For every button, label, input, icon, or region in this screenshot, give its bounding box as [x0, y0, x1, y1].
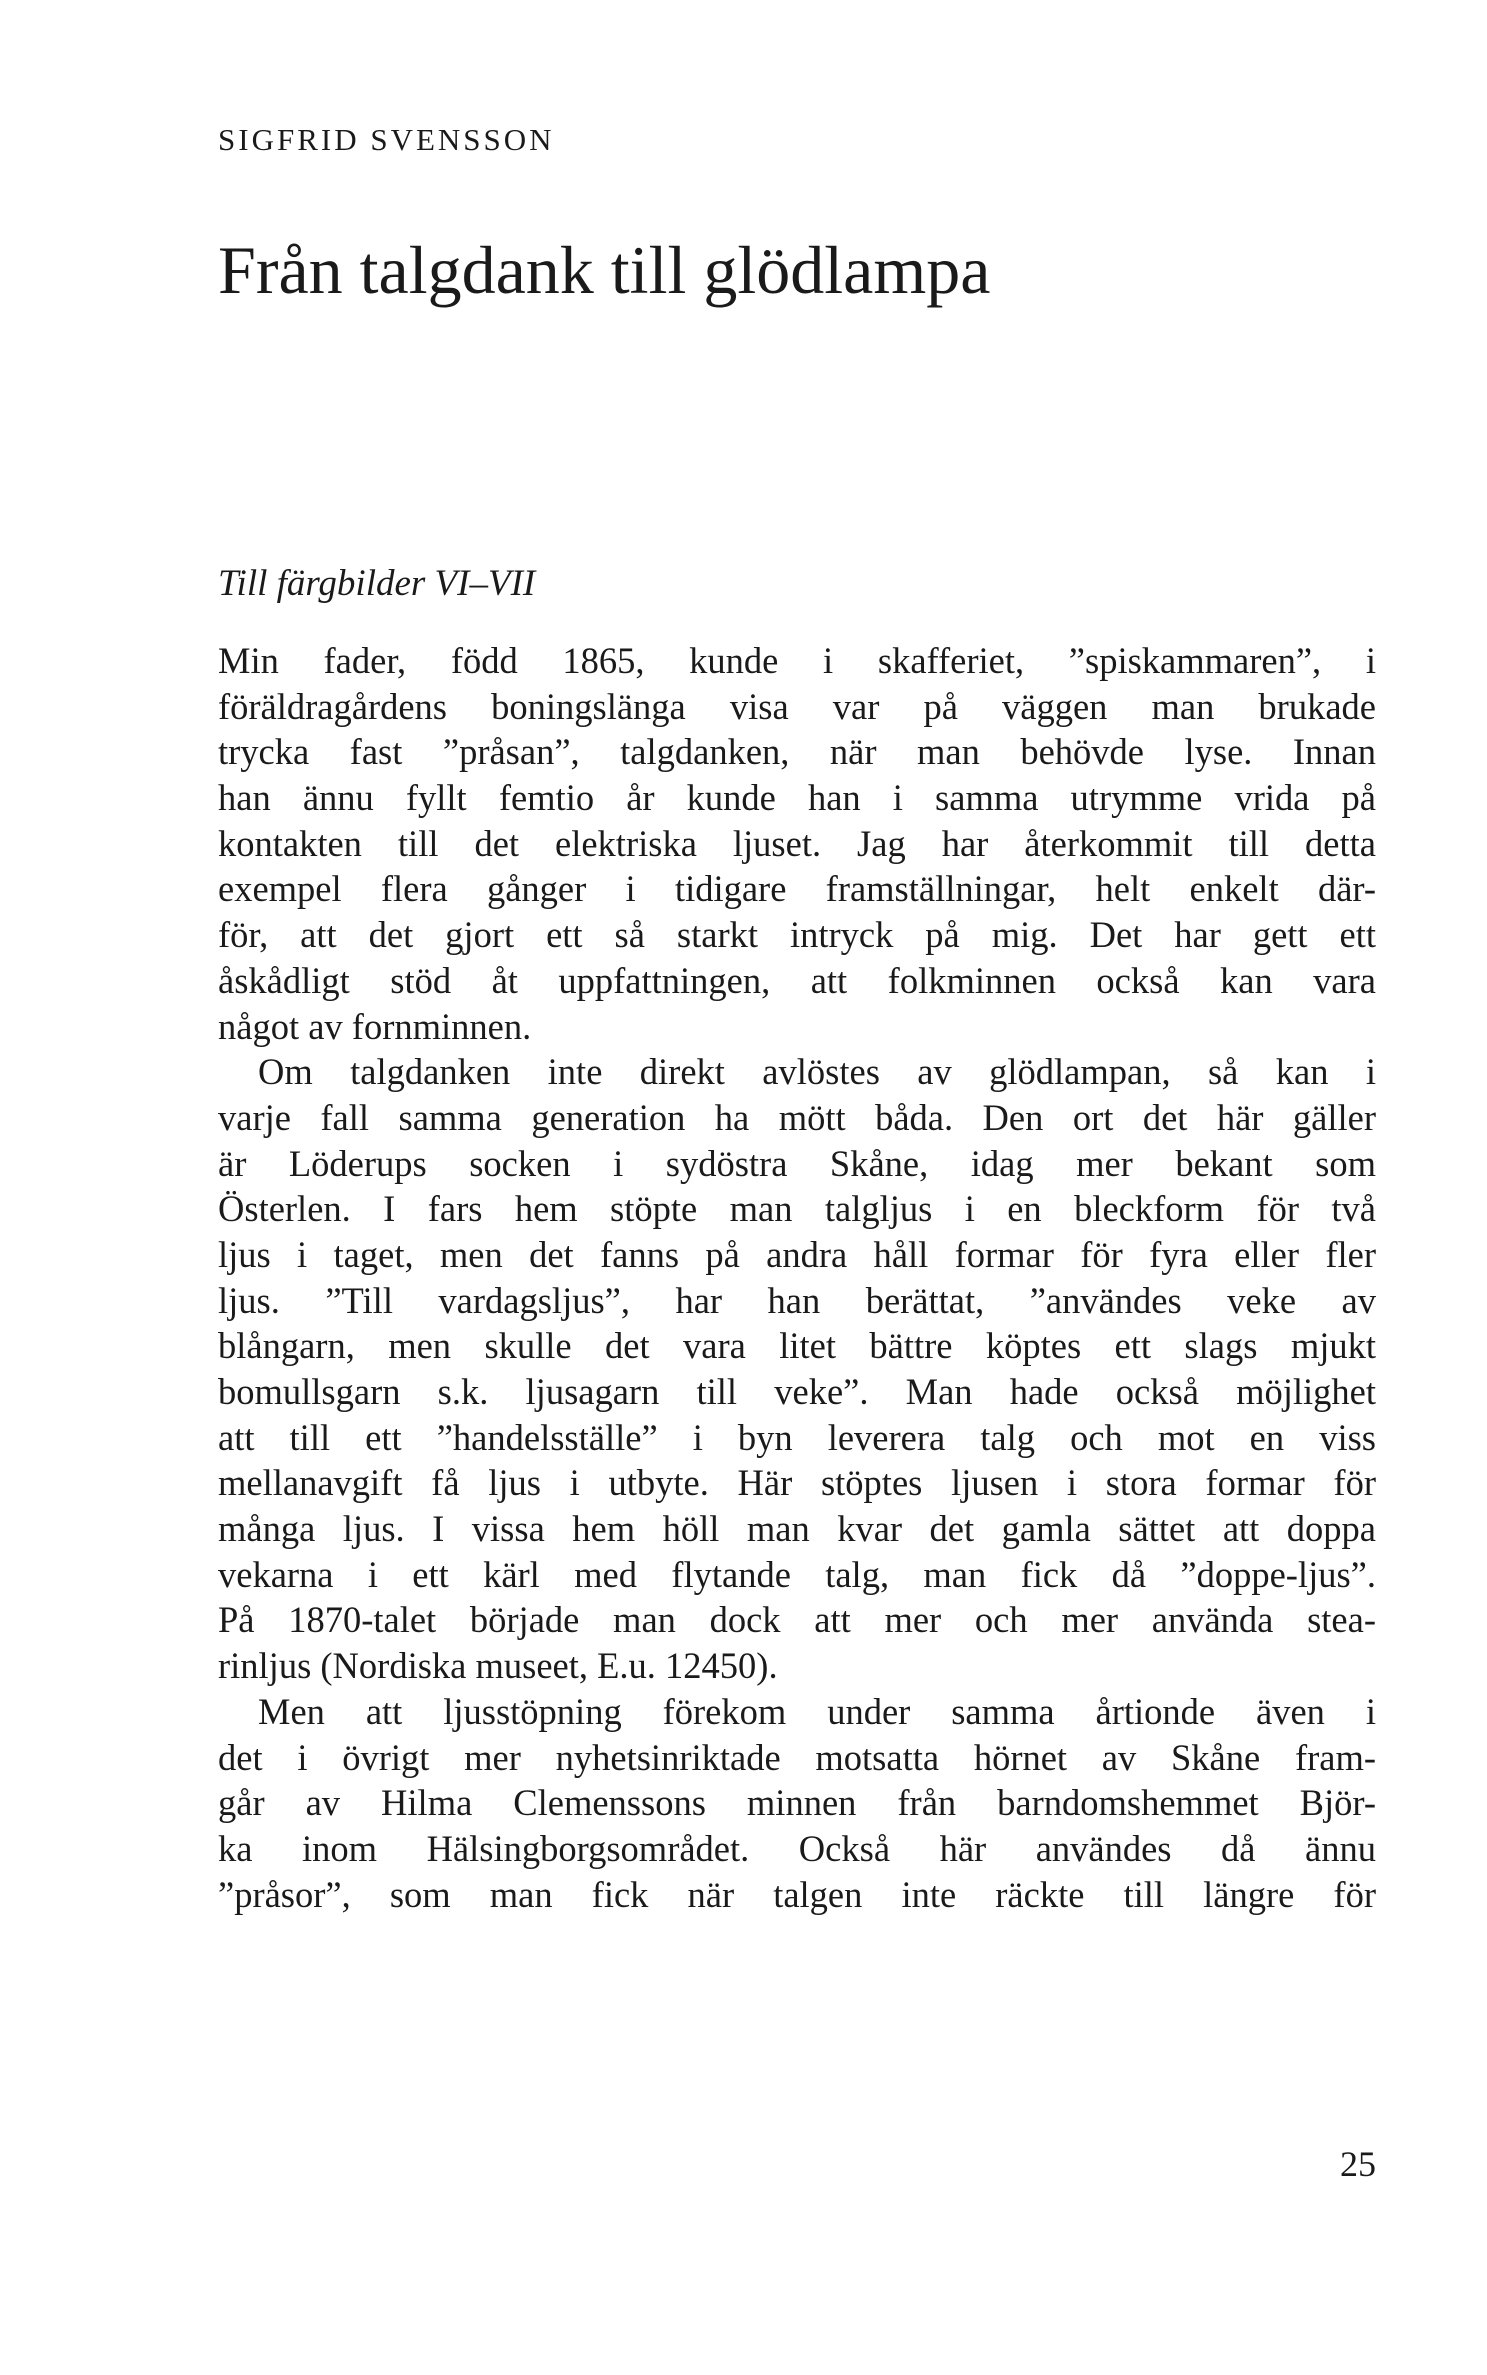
text-line: rinljus (Nordiska museet, E.u. 12450).	[218, 1645, 778, 1687]
text-line: På 1870-talet började man dock att mer och mer använda stea-	[218, 1599, 1376, 1641]
text-line: blångarn, men skulle det vara litet bättre köptes ett slags mjukt	[218, 1325, 1376, 1367]
text-line: att till ett ”handelsställe” i byn leverera talg och mot en viss	[218, 1416, 1376, 1458]
chapter-title: Från talgdank till glödlampa	[218, 232, 991, 308]
text-line: något av fornminnen.	[218, 1005, 532, 1047]
text-line: Österlen. I fars hem stöpte man talgljus i en bleckform för två	[218, 1188, 1376, 1230]
text-line: trycka fast ”pråsan”, talgdanken, när man behövde lyse. Innan	[218, 731, 1376, 773]
text-line: Min fader, född 1865, kunde i skafferiet, ”spiskammaren”, i	[218, 640, 1376, 681]
text-line: ka inom Hälsingborgsområdet. Också här användes då ännu	[218, 1827, 1376, 1869]
text-line: går av Hilma Clemenssons minnen från barndomshemmet Björ-	[218, 1782, 1376, 1824]
text-line: ljus i taget, men det fanns på andra håll formar för fyra eller fler	[218, 1233, 1376, 1275]
plate-reference: Till färgbilder VI–VII	[218, 563, 536, 604]
text-line: det i övrigt mer nyhetsinriktade motsatta hörnet av Skåne fram-	[218, 1736, 1376, 1778]
text-line: ljus. ”Till vardagsljus”, har han berättat, ”användes veke av	[218, 1279, 1376, 1321]
text-line: varje fall samma generation ha mött båda. Den ort det här gäller	[218, 1096, 1376, 1138]
text-line: föräldragårdens boningslänga visa var på väggen man brukade	[218, 685, 1376, 727]
text-line: kontakten till det elektriska ljuset. Jag har återkommit till detta	[218, 822, 1376, 864]
text-line: Men att ljusstöpning förekom under samma årtionde även i	[258, 1690, 1376, 1732]
body-text	[218, 638, 1376, 1917]
text-line: vekarna i ett kärl med flytande talg, man fick då ”doppe-ljus”.	[218, 1553, 1376, 1595]
text-line: är Löderups socken i sydöstra Skåne, idag mer bekant som	[218, 1142, 1376, 1184]
text-line: för, att det gjort ett så starkt intryck på mig. Det har gett ett	[218, 914, 1376, 956]
text-line: exempel flera gånger i tidigare framställningar, helt enkelt där-	[218, 868, 1376, 910]
text-line: bomullsgarn s.k. ljusagarn till veke”. Man hade också möjlighet	[218, 1371, 1376, 1412]
text-line: mellanavgift få ljus i utbyte. Här stöptes ljusen i stora formar för	[218, 1462, 1376, 1504]
text-line: han ännu fyllt femtio år kunde han i samma utrymme vrida på	[218, 777, 1376, 819]
text-line: Om talgdanken inte direkt avlöstes av glödlampan, så kan i	[258, 1051, 1376, 1093]
page-number: 25	[1340, 2144, 1376, 2184]
text-line: ”pråsor”, som man fick när talgen inte räckte till längre för	[218, 1873, 1376, 1915]
text-line: åskådligt stöd åt uppfattningen, att folkminnen också kan vara	[218, 959, 1376, 1001]
text-line: många ljus. I vissa hem höll man kvar det gamla sättet att doppa	[218, 1508, 1376, 1550]
author-name: SIGFRID SVENSSON	[218, 122, 555, 157]
